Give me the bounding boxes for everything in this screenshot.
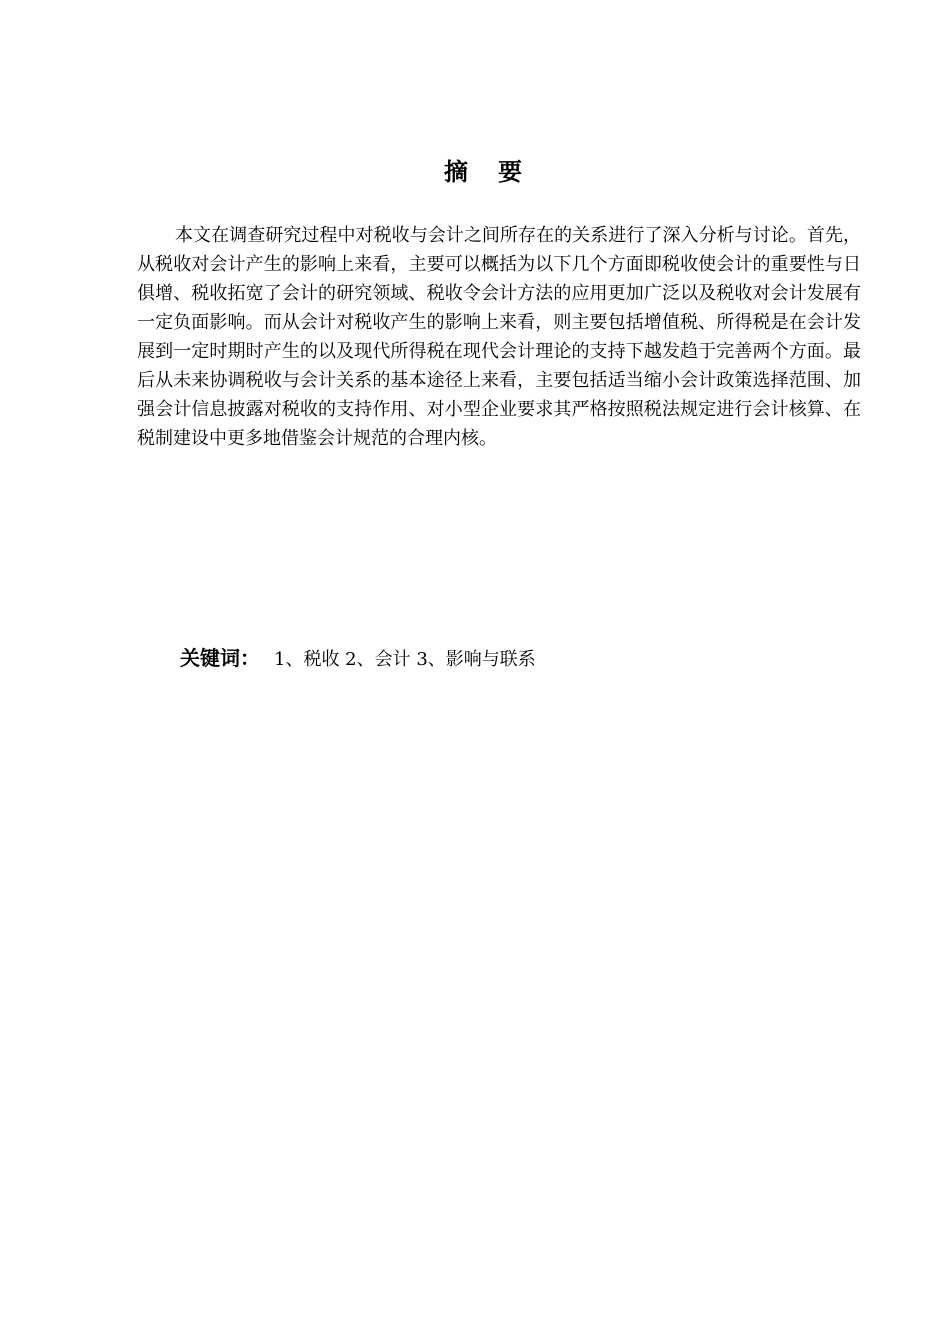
keywords-line xyxy=(180,644,860,674)
keywords-label: 关键词： xyxy=(180,646,260,670)
abstract-body: 本文在调查研究过程中对税收与会计之间所存在的关系进行了深入分析与讨论。首先，从税收对会计产生的影响上来看，主要可以概括为以下几个方面即税收使会计的重要性与日俱增、税收拓宽了会计的研究领域、税收令会计方法的应用更加广泛以及税收对会计发展有一定负面影响。而从会计对税收产生的影响上来看，则主要包括增值税、所得税是在会计发展到一定时期时产生的以及现代所得税在现代会计理论的支持下越发趋于完善两个方面。最后从未来协调税收与会计关系的基本途径上来看，主要包括适当缩小会计政策选择范围、加强会计信息披露对税收的支持作用、对小型企业要求其严格按照税法规定进行会计核算、在税制建设中更多地借鉴会计规范的合理内核。 xyxy=(137,225,861,449)
keywords-values: 1、税收 2、会计 3、影响与联系 xyxy=(274,649,536,670)
abstract-title: 摘要 xyxy=(444,157,552,186)
